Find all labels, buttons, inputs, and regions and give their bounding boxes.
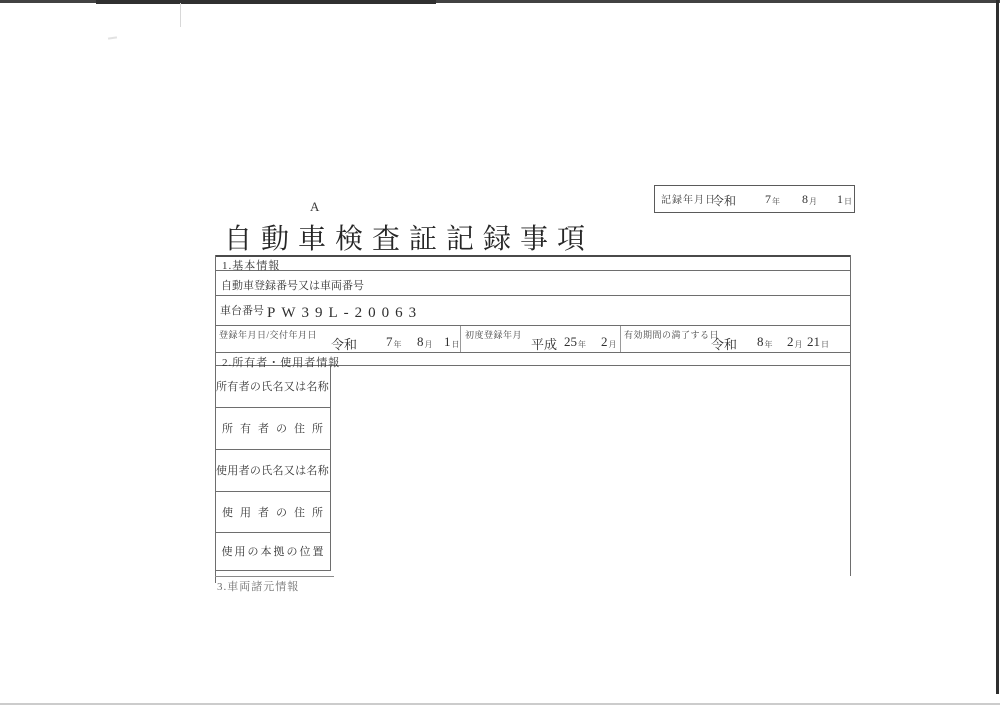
scan-artifact-speck <box>108 36 117 39</box>
scan-top-edge-dark-segment <box>96 0 436 4</box>
scan-artifact-line <box>180 3 181 27</box>
record-date-year: 7年 <box>765 192 780 206</box>
label-column-border <box>330 365 331 570</box>
document-title: 自動車検査証記録事項 <box>224 224 595 255</box>
chassis-number-label: 車台番号 <box>220 305 264 317</box>
record-date-label: 記録年月日 <box>661 195 716 206</box>
first-registration-label: 初度登録年月 <box>465 330 523 340</box>
expiry-date-month: 2月 <box>787 334 803 349</box>
cell-separator <box>620 326 621 352</box>
record-date-day: 1日 <box>837 192 852 206</box>
registration-number-label: 自動車登録番号又は車両番号 <box>221 280 364 292</box>
registration-date-year: 7年 <box>386 334 402 349</box>
first-registration-year: 25年 <box>564 334 586 349</box>
record-date-month: 8月 <box>802 192 817 206</box>
registration-date-day: 1日 <box>444 334 460 349</box>
registration-date-month: 8月 <box>417 334 433 349</box>
owner-address-label: 所有者の住所 <box>222 423 330 435</box>
chassis-number-value: PW39L-20063 <box>267 305 423 321</box>
expiry-date-label: 有効期間の満了する日 <box>624 330 720 340</box>
record-date-era: 令和 <box>712 194 737 208</box>
registration-date-era: 令和 <box>331 337 358 352</box>
row-border <box>215 270 850 271</box>
table-top-border <box>215 255 850 257</box>
row-border <box>215 325 850 326</box>
first-registration-month: 2月 <box>601 334 617 349</box>
base-of-use-label: 使用の本拠の位置 <box>221 546 326 558</box>
user-address-label: 使用者の住所 <box>222 506 330 519</box>
label-row-border <box>215 570 331 571</box>
scan-right-edge <box>996 0 999 694</box>
row-border <box>215 295 850 296</box>
table-right-border <box>850 255 851 576</box>
record-date-box <box>654 185 855 213</box>
scan-bottom-edge <box>0 703 1000 705</box>
cell-separator <box>460 326 461 352</box>
user-name-label: 使用者の氏名又は名称 <box>216 465 329 477</box>
section1-heading: 1.基本情報 <box>222 260 281 272</box>
expiry-date-era: 令和 <box>711 337 738 352</box>
first-registration-era: 平成 <box>531 337 558 352</box>
section3-heading-clipped: 3.車両諸元情報 <box>217 581 300 593</box>
expiry-date-year: 8年 <box>757 334 773 349</box>
registration-date-label: 登録年月日/交付年月日 <box>219 330 318 340</box>
expiry-date-day: 21日 <box>807 334 829 349</box>
section2-heading: 2.所有者・使用者情報 <box>222 357 341 369</box>
owner-name-label: 所有者の氏名又は名称 <box>216 381 329 393</box>
page-marker: A <box>310 199 320 214</box>
